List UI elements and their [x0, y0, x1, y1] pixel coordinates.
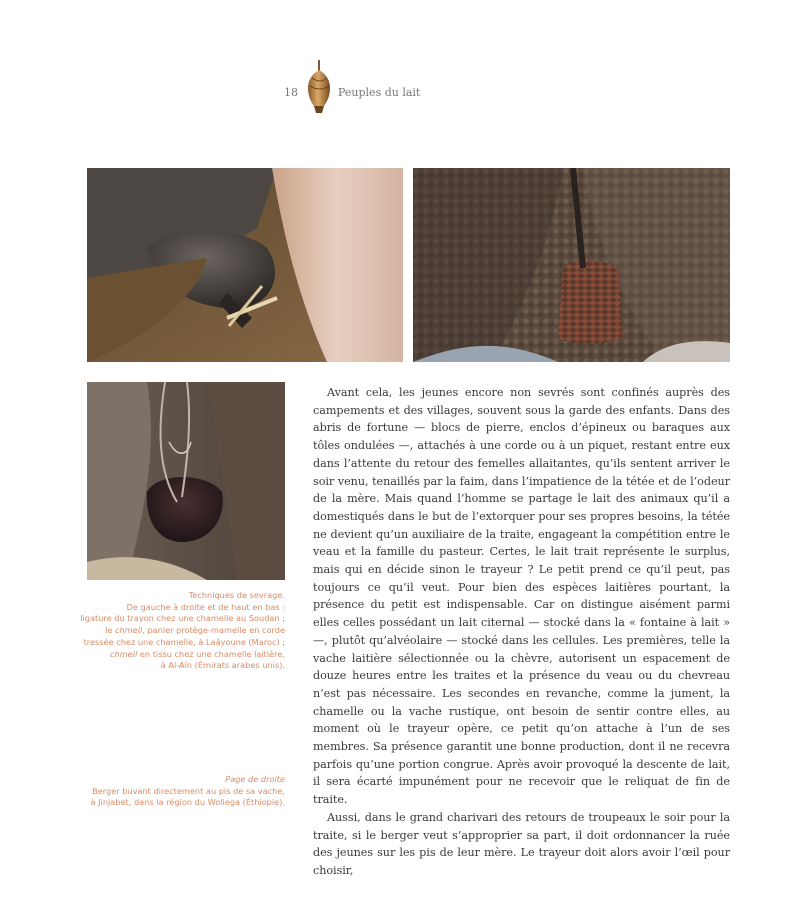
caption-line: à Al-Aïn (Émirats arabes unis).	[160, 660, 285, 671]
page-number: 18	[284, 86, 298, 99]
caption-line: Berger buvant directement au pis de sa vache,	[92, 785, 285, 796]
caption-line: le chmell, panier protège-mamelle en corde	[105, 625, 285, 636]
caption-line: De gauche à droite et de haut en bas :	[126, 601, 285, 612]
caption-title: Page de droite	[225, 774, 285, 784]
caption-line: tressée chez une chamelle, à Laâyoune (Maroc) ;	[83, 636, 285, 647]
photo-caption-facing-page	[75, 774, 285, 809]
photo-braided-chmell	[413, 168, 730, 362]
body-paragraph: Aussi, dans le grand charivari des retours de troupeaux le soir pour la traite, si le berger veut s’approprier sa part, il doit ordonnancer la ruée des jeunes sur les pis de leur mère. Le trayeur doit alors avoir l’œil pour choisir,	[313, 810, 730, 877]
body-text	[313, 384, 730, 880]
photo-fabric-chmell	[87, 382, 285, 580]
caption-line: chmell en tissu chez une chamelle laitière,	[110, 648, 285, 659]
book-title: Peuples du lait	[338, 86, 421, 99]
running-header	[0, 58, 800, 118]
photo-teat-ligature	[87, 168, 403, 362]
gourd-ornament-icon	[304, 58, 334, 116]
photo-caption-techniques	[75, 590, 285, 672]
caption-line: à Jinjabet, dans la région du Wollega (Éthiopie).	[90, 797, 285, 808]
body-paragraph: Avant cela, les jeunes encore non sevrés sont confinés auprès des campements et des villages, souvent sous la garde des enfants. Dans des abris de fortune — blocs de pierre, enclos d’épineux ou baraques aux tôles ondulées —, attachés à une corde ou à un piquet, restant entre eux dans l’attente du retour des femelles allaitantes, qu’ils sentent arriver le soir venu, tenaillés par la faim, dans l’impatience de la tétée et de l’odeur de la mère. Mais quand l’homme se partage le lait des animaux qu’il a domestiqués dans le but de l’extorquer pour ses propres besoins, la tétée ne devient qu’un auxiliaire de la traite, engageant la compétition entre le veau et la famille du pasteur. Certes, le lait trait représente le surplus, mais qui en décide sinon le trayeur ? Le petit prend ce qu’il peut, pas toujours ce qu’il veut. Pour bien des espèces laitières pourtant, la présence du petit est indispensable. Car on distingue aisément parmi elles celles possédant un lait citernal — stocké dans la « fontaine à lait » —, plutôt qu’alvéolaire — stocké dans les cellules. Les premières, telle la vache laitière sélectionnée ou la chèvre, autorisent un espacement de douze heures entre les traites et la présence du veau ou du chevreau n’est pas nécessaire. Les secondes en revanche, comme la jument, la chamelle ou la vache rustique, ont besoin de sentir contre elles, au moment où le trayeur opère, ce petit qu’on attache à l’un de ses membres. Sa présence garantit une bonne production, dont il ne recevra parfois qu’une portion congrue. Après avoir provoqué la descente de lait, il sera écarté impunément pour ne recevoir que le reliquat de fin de traite.	[313, 386, 730, 807]
caption-line: ligature du trayon chez une chamelle au Soudan ;	[80, 613, 285, 624]
caption-title: Techniques de sevrage.	[188, 590, 285, 600]
